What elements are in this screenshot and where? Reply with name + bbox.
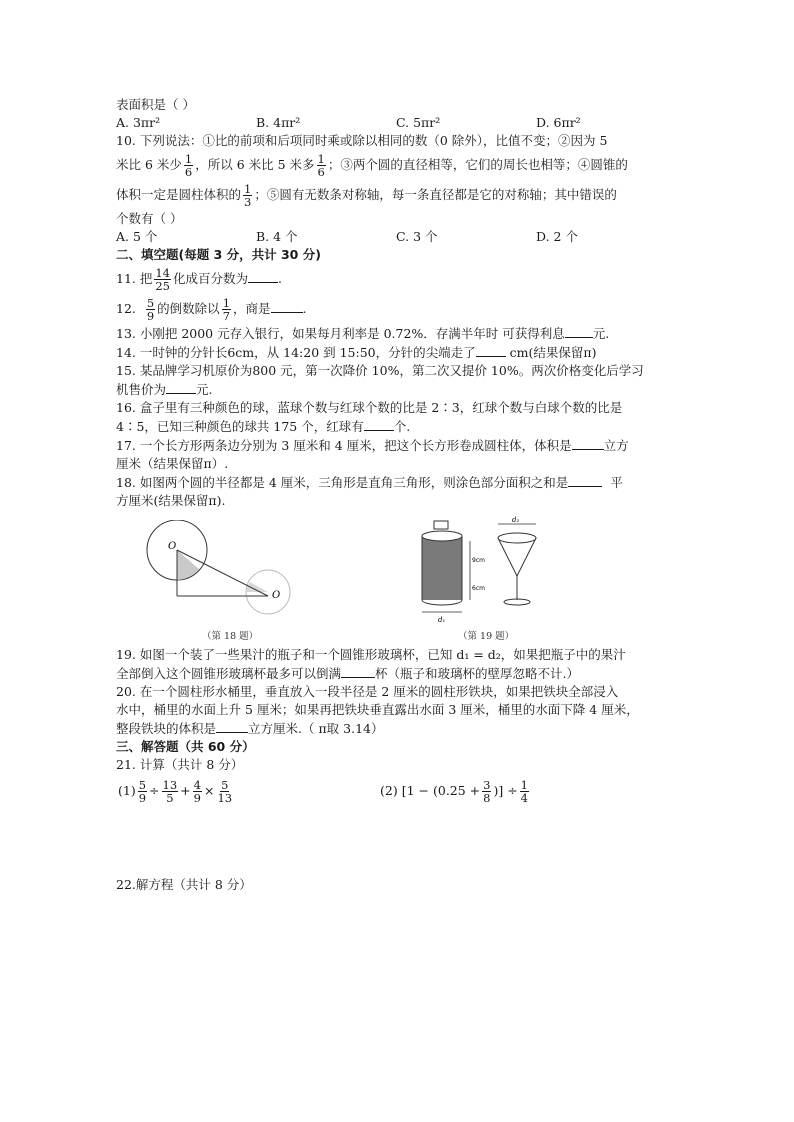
q13: 13. 小刚把 2000 元存入银行，如果每月利率是 0.72%．存满半年时 可获得利息 元. — [116, 326, 610, 341]
fig19-caption: （第 19 题） — [458, 631, 515, 642]
fig19-glass-cone — [498, 538, 536, 576]
exam-page — [116, 96, 681, 894]
q12: 12. $\frac{5}{9}$ 的倒数除以 $\frac{1}{7}$ ，商是 . — [116, 296, 307, 323]
fraction-1-6: $\frac{1}{6}$ — [184, 152, 193, 179]
fig19-label-6cm: 6cm — [472, 585, 485, 592]
q21-expr2: (2) [1 − (0.25 + $\frac{3}{8}$ )] ÷ $\frac{1}{4}$ — [380, 778, 528, 805]
q10-line3: 体积一定是圆柱体积的 $\frac{1}{3}$ ；⑤圆有无数条对称轴，每一条直径都是它的对称轴；其中错误的 — [116, 182, 617, 209]
fraction-14-25: $\frac{14}{25}$ — [155, 266, 170, 293]
q16-line2: 4∶5，已知三种颜色的球共 175 个，红球有 个. — [116, 419, 411, 434]
q14: 14. 一时钟的分针长6cm，从 14:20 到 15:50，分针的尖端走了 cm(结果保留π) — [116, 345, 597, 360]
q19-line2: 全部倒入这个圆锥形玻璃杯最多可以倒满 杯（瓶子和玻璃杯的壁厚忽略不计.） — [116, 666, 579, 681]
answer-blank — [341, 664, 375, 678]
figure-19 — [408, 516, 588, 628]
fig18-label-o-left: O — [168, 541, 177, 552]
q9-options — [116, 114, 681, 132]
q18-line1: 18. 如图两个圆的半径都是 4 厘米，三角形是直角三角形，则涂色部分面积之和是 平 — [116, 475, 623, 490]
q15-line1: 15. 某品牌学习机原价为800 元，第一次降价 10%，第二次又提价 10%。两次价格变化后学习 — [116, 363, 644, 378]
answer-blank — [364, 417, 394, 431]
q22-title: 22.解方程（共计 8 分） — [116, 877, 252, 892]
answer-blank — [476, 343, 506, 357]
q10-line4: 个数有（ ） — [116, 211, 183, 226]
q21-expr1: (1) $\frac{5}{9}$ ÷ $\frac{13}{5}$ + $\frac{4}{9}$ × $\frac{5}{13}$ — [118, 778, 233, 805]
answer-blank — [271, 299, 303, 313]
answer-blank — [166, 380, 196, 394]
fig19-glass-rim — [498, 533, 536, 543]
q9-option-b: B. 4πr² — [256, 115, 301, 130]
q11: 11. 把 $\frac{14}{25}$ 化成百分数为 . — [116, 266, 282, 293]
fig19-label-9cm: 9cm — [472, 557, 485, 564]
q19-line1: 19. 如图一个装了一些果汁的瓶子和一个圆锥形玻璃杯，已知 d₁ = d₂，如果把瓶子中的果汁 — [116, 647, 626, 662]
answer-blank — [248, 269, 278, 283]
fraction-1-7: $\frac{1}{7}$ — [222, 296, 231, 323]
work-space — [116, 806, 681, 876]
fig19-label-d1: d₁ — [438, 616, 446, 624]
fraction-1-6-b: $\frac{1}{6}$ — [317, 152, 325, 179]
fig19-bottle-juice — [422, 536, 462, 600]
q20-line2: 水中，桶里的水面上升 5 厘米；如果再把铁块垂直露出水面 3 厘米，桶里的水面下降 4 厘米， — [116, 702, 639, 717]
q10-line1: 10. 下列说法：①比的前项和后项同时乘或除以相同的数（0 除外），比值不变；②因为 5 — [116, 133, 608, 148]
q20-line3: 整段铁块的体积是 立方厘米.（ π取 3.14） — [116, 721, 384, 736]
q17-line1: 17. 一个长方形两条边分别为 3 厘米和 4 厘米，把这个长方形卷成圆柱体，体积是 立方 — [116, 438, 629, 453]
answer-blank — [216, 719, 248, 733]
q21-title: 21. 计算（共计 8 分） — [116, 757, 244, 772]
answer-blank — [572, 436, 604, 450]
q9-option-a: A. 3πr² — [116, 115, 161, 130]
figure-18 — [146, 520, 296, 620]
q9-option-c: C. 5πr² — [396, 115, 441, 130]
section2-title: 二、填空题(每题 3 分，共计 30 分) — [116, 247, 321, 262]
q9-tail: 表面积是（ ） — [116, 97, 195, 112]
section3-title: 三、解答题（共 60 分） — [116, 739, 255, 754]
fraction-1-3: $\frac{1}{3}$ — [244, 182, 252, 209]
q21-expressions — [116, 776, 681, 806]
fig19-bottle-top — [422, 531, 462, 541]
figures-row — [116, 516, 681, 646]
fig18-shaded-sector — [177, 550, 199, 580]
answer-blank — [565, 324, 593, 338]
q9-option-d: D. 6πr² — [536, 115, 581, 130]
answer-blank — [568, 473, 602, 487]
fig19-label-d2: d₂ — [512, 516, 520, 524]
q10-option-d: D. 2 个 — [536, 229, 578, 244]
q10-option-b: B. 4 个 — [256, 229, 298, 244]
q17-line2: 厘米（结果保留π）. — [116, 456, 229, 471]
fraction-5-9: $\frac{5}{9}$ — [146, 296, 155, 323]
fig19-bottle-cap — [434, 521, 448, 529]
q16-line1: 16. 盒子里有三种颜色的球，蓝球个数与红球个数的比是 2∶3，红球个数与白球个数的比是 — [116, 400, 623, 415]
q20-line1: 20. 在一个圆柱形水桶里，垂直放入一段半径是 2 厘米的圆柱形铁块，如果把铁块全部浸入 — [116, 684, 619, 699]
q10-line2: 米比 6 米少 $\frac{1}{6}$ ，所以 6 米比 5 米多 $\frac{1}{6}$ ；③两个圆的直径相等，它们的周长也相等；④圆锥的 — [116, 152, 628, 179]
q15-line2: 机售价为 元. — [116, 382, 213, 397]
q10-options — [116, 228, 681, 246]
q18-line2: 方厘米(结果保留π). — [116, 493, 226, 508]
fig18-caption: （第 18 题） — [202, 631, 259, 642]
fig18-label-o-right: O — [272, 590, 281, 601]
q10-option-c: C. 3 个 — [396, 229, 438, 244]
q10-option-a: A. 5 个 — [116, 229, 158, 244]
